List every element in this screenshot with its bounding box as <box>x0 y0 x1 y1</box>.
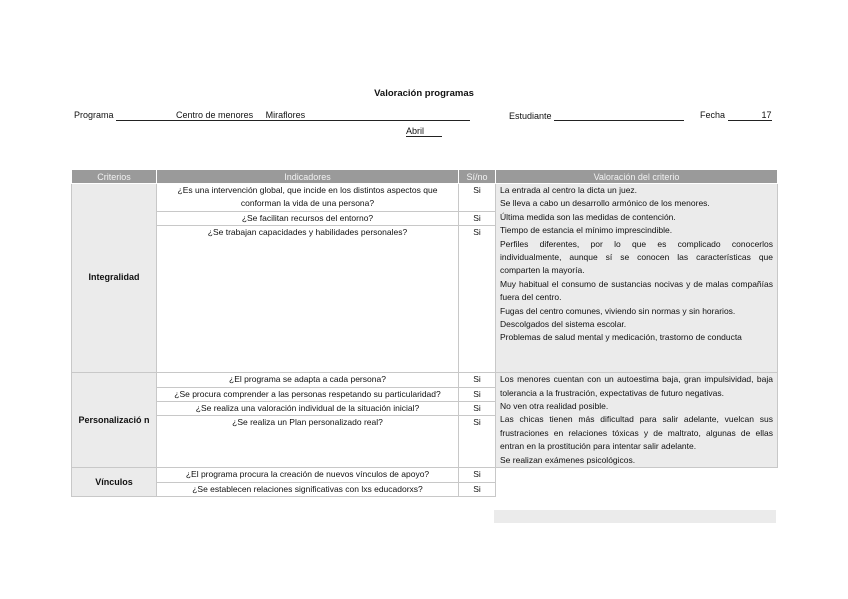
programa-value2: Miraflores <box>265 110 306 120</box>
indicador-cell: ¿Se realiza una valoración individual de la situación inicial? <box>157 402 459 416</box>
programa-label: Programa <box>74 110 114 120</box>
fecha-label: Fecha <box>700 110 726 120</box>
valoracion-line: Última medida son las medidas de contención. <box>500 211 676 222</box>
si-no-cell: Si <box>459 416 496 468</box>
indicador-cell: ¿Se trabajan capacidades y habilidades personales? <box>157 226 459 373</box>
valoracion-personalizacion <box>496 373 778 468</box>
criterio-personalizacion: Personalizació n <box>72 373 157 468</box>
estudiante-label: Estudiante <box>509 111 552 121</box>
table-header-row <box>72 170 778 184</box>
valoracion-vinculos <box>496 468 778 497</box>
si-no-cell: Si <box>459 373 496 387</box>
indicador-cell: ¿El programa procura la creación de nuevos vínculos de apoyo? <box>157 468 459 482</box>
valoracion-line: Muy habitual el consumo de sustancias nocivas y de malas compañías fuera del centro. <box>500 278 773 303</box>
table-row <box>72 184 778 212</box>
si-no-cell: Si <box>459 226 496 373</box>
valoracion-line: Descolgados del sistema escolar. <box>500 319 627 330</box>
valoracion-line: Las chicas tienen más dificultad para salir adelante, vuelcan sus frustraciones en relaciones tóxicas y de maltrato, algunas de ellas entran en la prostitución para intentar salir adelante. <box>500 414 773 452</box>
si-no-cell: Si <box>459 402 496 416</box>
valoracion-line: No ven otra realidad posible. <box>500 401 609 412</box>
document-title: Valoración programas <box>374 88 474 99</box>
valoracion-table <box>71 169 778 497</box>
si-no-cell: Si <box>459 468 496 482</box>
programa-field <box>74 110 470 121</box>
programa-value: Centro de menores <box>176 110 254 120</box>
valoracion-line: La entrada al centro la dicta un juez. <box>500 185 638 195</box>
table-row <box>72 373 778 387</box>
criterio-integralidad: Integralidad <box>72 184 157 373</box>
valoracion-line: Problemas de salud mental y medicación, trastorno de conducta <box>500 332 742 343</box>
valoracion-integralidad <box>496 184 778 373</box>
indicador-cell: ¿Es una intervención global, que incide en los distintos aspectos que conforman la vida de una persona? <box>157 184 459 212</box>
programa-value-line <box>176 110 470 121</box>
estudiante-field <box>509 110 684 121</box>
col-criterios: Criterios <box>72 170 157 184</box>
indicador-cell: ¿Se establecen relaciones significativas con lxs educadorxs? <box>157 482 459 496</box>
si-no-cell: Si <box>459 482 496 496</box>
table-row <box>72 468 778 482</box>
si-no-cell: Si <box>459 184 496 212</box>
valoracion-extra-block <box>494 510 776 523</box>
valoracion-line: Perfiles diferentes, por lo que es complicado conocerlos individualmente, aunque sí se conocen las características que comparten la mayoría. <box>500 238 773 276</box>
col-valoracion: Valoración del criterio <box>496 170 778 184</box>
fecha-field <box>700 110 772 121</box>
criterio-vinculos: Vínculos <box>72 468 157 497</box>
indicador-cell: ¿Se facilitan recursos del entorno? <box>157 211 459 225</box>
col-si-no: Sí/no <box>459 170 496 184</box>
fecha-day: 17 <box>728 110 772 121</box>
si-no-cell: Si <box>459 211 496 225</box>
indicador-cell: ¿El programa se adapta a cada persona? <box>157 373 459 387</box>
si-no-cell: Si <box>459 387 496 401</box>
valoracion-line: Tiempo de estancia el mínimo imprescindible. <box>500 225 673 236</box>
valoracion-line: Los menores cuentan con un autoestima baja, gran impulsividad, baja tolerancia a la frustración, expectativas de futuro negativas. <box>500 374 773 398</box>
indicador-cell: ¿Se procura comprender a las personas respetando su particularidad? <box>157 387 459 401</box>
estudiante-blank <box>554 110 684 121</box>
fecha-month: Abril <box>406 126 442 137</box>
col-indicadores: Indicadores <box>157 170 459 184</box>
valoracion-line: Se lleva a cabo un desarrollo armónico de los menores. <box>500 198 710 209</box>
valoracion-line: Fugas del centro comunes, viviendo sin normas y sin horarios. <box>500 305 736 316</box>
valoracion-line: Se realizan exámenes psicológicos. <box>500 454 636 465</box>
programa-blank <box>116 110 176 121</box>
indicador-cell: ¿Se realiza un Plan personalizado real? <box>157 416 459 468</box>
